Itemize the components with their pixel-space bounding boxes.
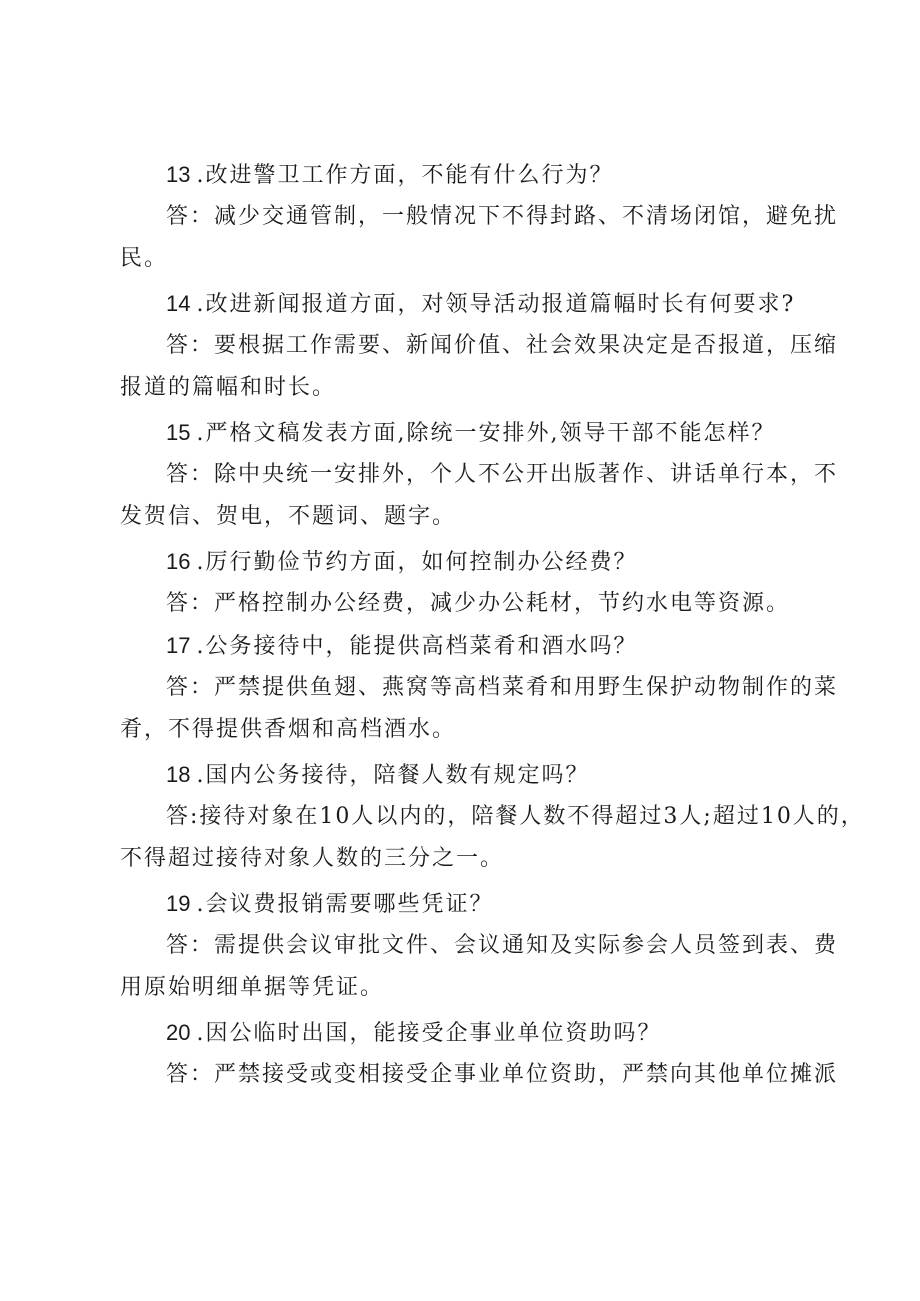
question-number: 14 [166,291,191,316]
question-20 [120,1018,820,1060]
question-19 [120,889,820,931]
question-number: 13 [166,162,191,187]
question-text: .公务接待中，能提供高档菜肴和酒水吗？ [196,634,638,659]
question-text: .严格文稿发表方面,除统一安排外,领导干部不能怎样？ [196,421,776,446]
question-text: .因公临时出国，能接受企事业单位资助吗？ [196,1021,662,1046]
question-number: 17 [166,633,191,658]
question-15 [120,418,820,460]
question-text: .改进新闻报道方面，对领导活动报道篇幅时长有何要求? [196,292,796,317]
answer-13-line-1: 答：减少交通管制，一般情况下不得封路、不清场闭馆，避免扰 [166,204,839,229]
answer-15-line-2: 发贺信、贺电，不题词、题字。 [120,504,457,529]
answer-14-line-2: 报道的篇幅和时长。 [120,375,337,400]
answer-16-line-1: 答：严格控制办公经费，减少办公耗材，节约水电等资源。 [166,591,791,616]
question-text: .国内公务接待，陪餐人数有规定吗？ [196,763,590,788]
question-13 [120,160,820,202]
question-16 [120,547,820,589]
question-number: 16 [166,549,191,574]
answer-19-line-2: 用原始明细单据等凭证。 [120,975,385,1000]
answer-13-line-2: 民。 [120,246,169,271]
answer-19-line-1: 答：需提供会议审批文件、会议通知及实际参会人员签到表、费 [166,933,839,958]
answer-17-line-2: 肴，不得提供香烟和高档酒水。 [120,717,457,742]
question-text: .改进警卫工作方面，不能有什么行为？ [196,163,614,188]
question-number: 15 [166,420,191,445]
answer-14-line-1: 答：要根据工作需要、新闻价值、社会效果决定是否报道，压缩 [166,333,839,358]
question-17 [120,631,820,673]
document-page [120,160,865,1102]
question-18 [120,760,820,802]
answer-18-line-2: 不得超过接待对象人数的三分之一。 [120,846,505,871]
answer-15-line-1: 答：除中央统一安排外，个人不公开出版著作、讲话单行本，不 [166,462,839,487]
answer-18-line-1: 答:接待对象在10人以内的，陪餐人数不得超过3人;超过10人的， [166,804,865,829]
answer-20-line-1: 答：严禁接受或变相接受企事业单位资助，严禁向其他单位摊派 [166,1062,839,1087]
question-text: .厉行勤俭节约方面，如何控制办公经费？ [196,550,638,575]
question-number: 20 [166,1020,191,1045]
question-number: 18 [166,762,191,787]
question-number: 19 [166,891,191,916]
question-14 [120,289,820,331]
answer-17-line-1: 答：严禁提供鱼翅、燕窝等高档菜肴和用野生保护动物制作的菜 [166,675,839,700]
question-text: .会议费报销需要哪些凭证？ [196,892,494,917]
